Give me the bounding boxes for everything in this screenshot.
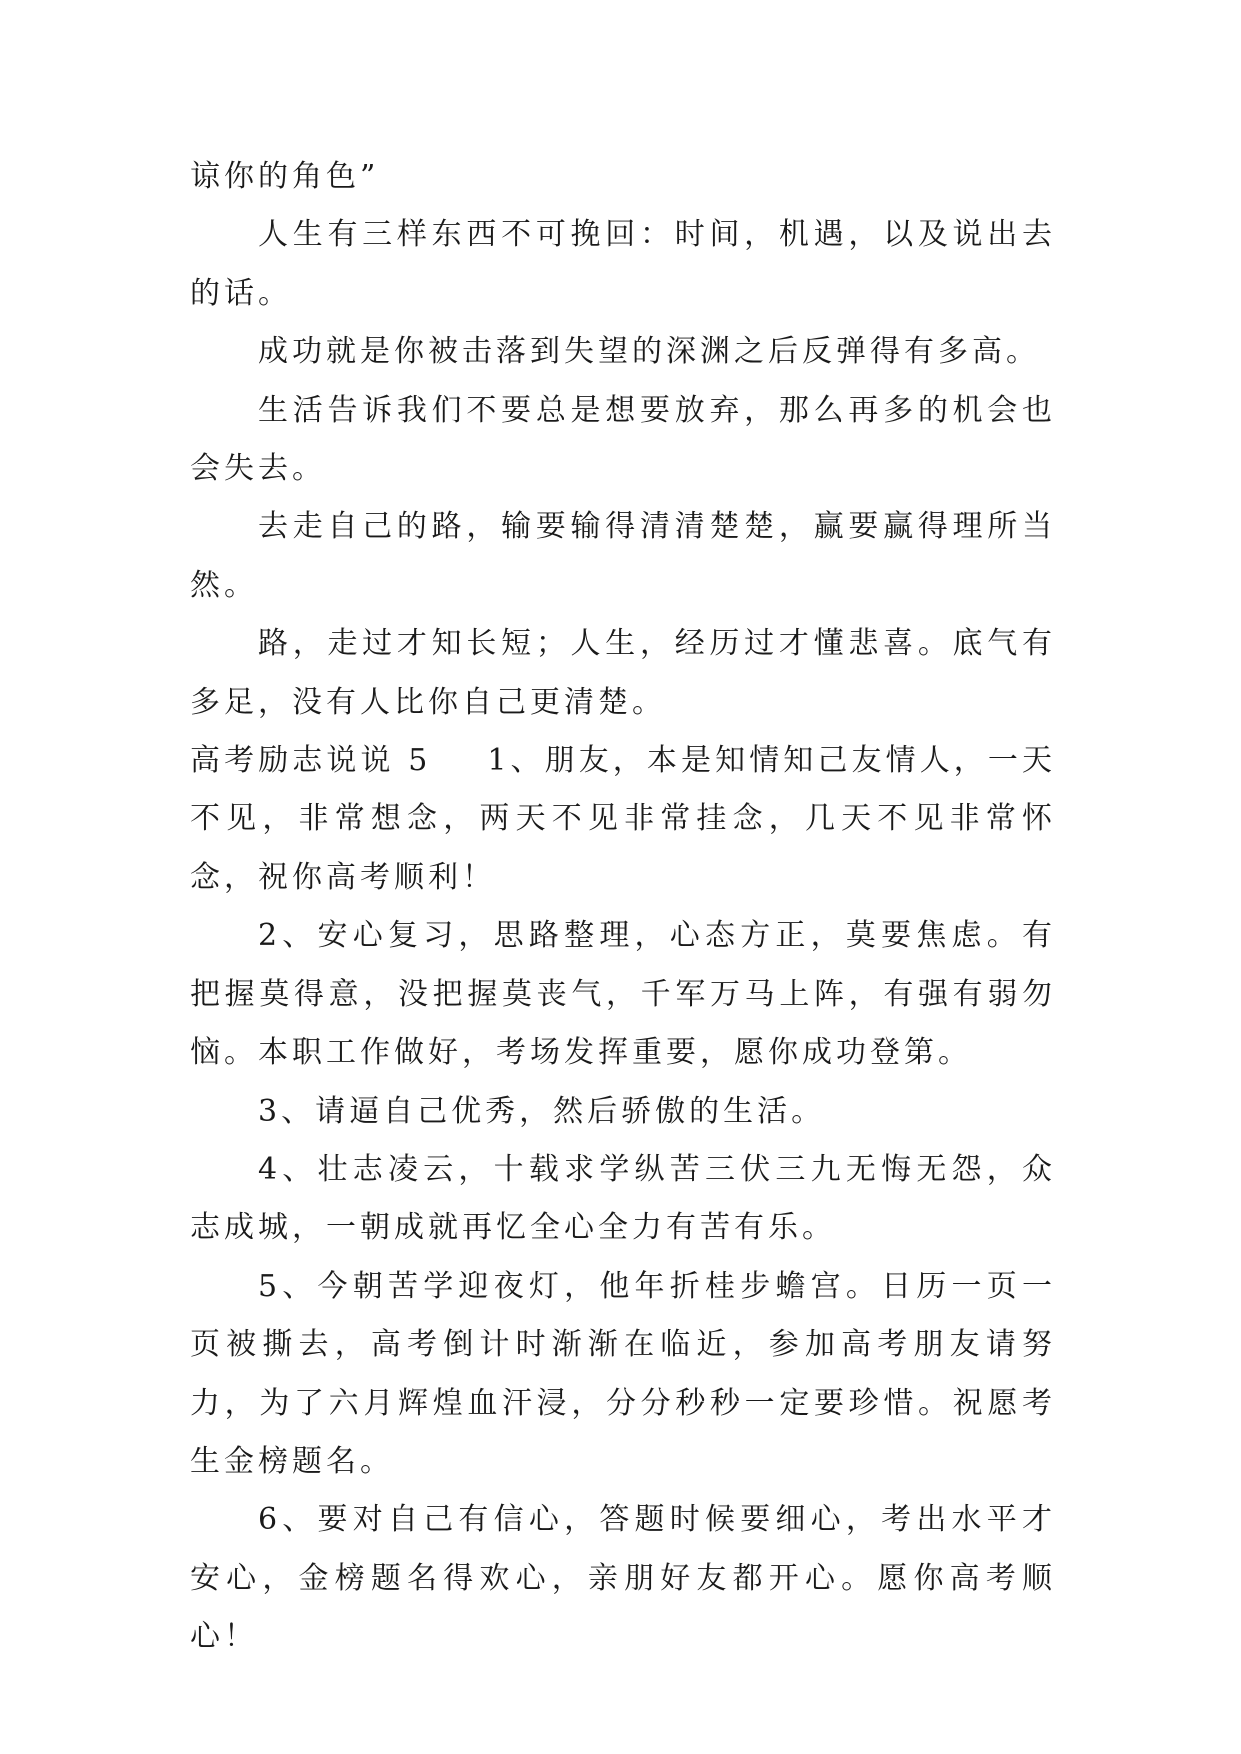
- list-item-first: 1、朋友，本是知情知己友情人，一天不见，非常想念，两天不见非常挂念，几天不见非常怀念，祝你高考顺利！: [190, 743, 1057, 895]
- paragraph: 生活告诉我们不要总是想要放弃，那么再多的机会也会失去。: [190, 392, 1056, 487]
- paragraph: 去走自己的路，输要输得清清楚楚，赢要赢得理所当然。: [190, 509, 1056, 603]
- paragraph-continued: 谅你的角色”: [190, 159, 380, 194]
- paragraph: 路，走过才知长短；人生，经历过才懂悲喜。底气有多足，没有人比你自己更清楚。: [190, 626, 1056, 720]
- section-heading: 高考励志说说 5: [190, 743, 432, 779]
- list-item: 2、安心复习，思路整理，心态方正，莫要焦虑。有把握莫得意，没把握莫丧气，千军万马上阵，有强有弱勿恼。本职工作做好，考场发挥重要，愿你成功登第。: [190, 918, 1056, 1071]
- section-paragraph: [190, 732, 1056, 907]
- paragraph: 成功就是你被击落到失望的深渊之后反弹得有多高。: [258, 334, 1040, 370]
- document-body: [190, 148, 1056, 1667]
- paragraph: 人生有三样东西不可挽回：时间，机遇，以及说出去的话。: [190, 217, 1056, 311]
- list-item: 3、请逼自己优秀，然后骄傲的生活。: [258, 1093, 826, 1129]
- list-item: 5、今朝苦学迎夜灯，他年折桂步蟾宫。日历一页一页被撕去，高考倒计时渐渐在临近，参加高考朋友请努力，为了六月辉煌血汗浸，分分秒秒一定要珍惜。祝愿考生金榜题名。: [190, 1268, 1056, 1479]
- list-item: 6、要对自己有信心，答题时候要细心，考出水平才安心，金榜题名得欢心，亲朋好友都开心。愿你高考顺心！: [190, 1502, 1056, 1655]
- list-item: 4、壮志凌云，十载求学纵苦三伏三九无悔无怨，众志成城，一朝成就再忆全心全力有苦有乐。: [190, 1151, 1056, 1246]
